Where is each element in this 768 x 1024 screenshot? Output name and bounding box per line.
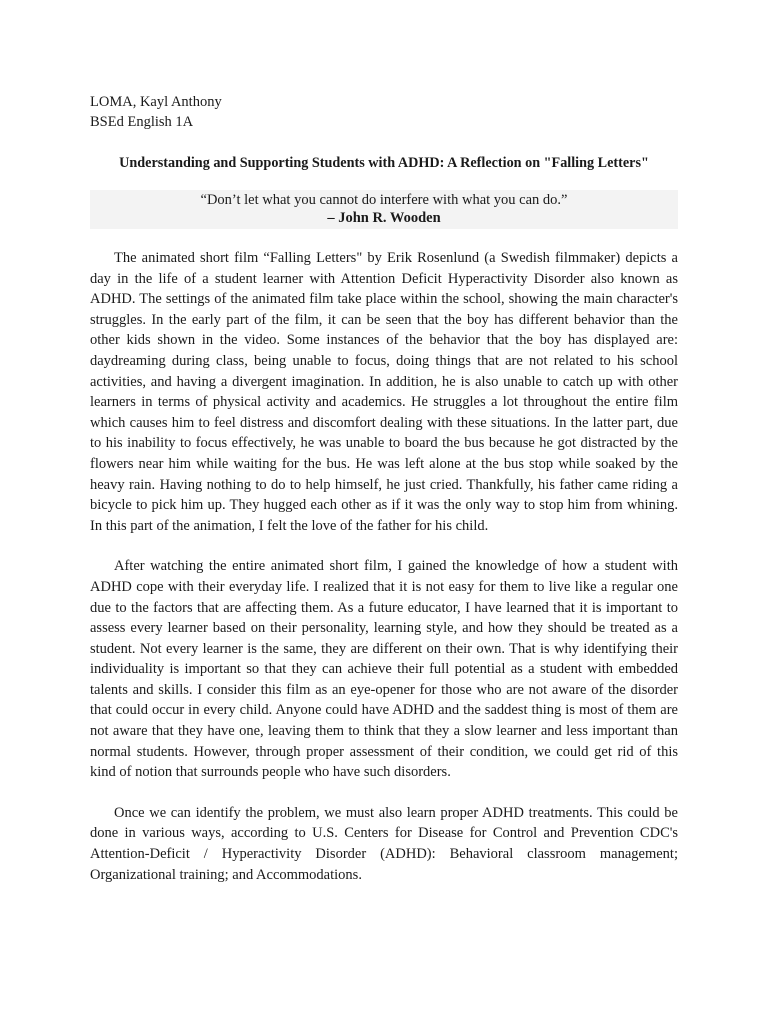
body-paragraph-1: The animated short film “Falling Letters" by Erik Rosenlund (a Swedish filmmaker) depicts a day in the life of a student learner with Attention Deficit Hyperactivity Disorder also known as ADHD. The settings of the animated film take place within the school, showing the main character's struggles. In the early part of the film, it can be seen that the boy has different behavior than the other kids shown in the video. Some instances of the behavior that the boy has displayed are: daydreaming during class, being unable to focus, doing things that are not related to his school activities, and having a divergent imagination. In addition, he is also unable to catch up with other learners in terms of physical activity and academics. He struggles a lot throughout the entire film which causes him to feel distress and discomfort dealing with these situations. In the latter part, due to his inability to focus effectively, he was unable to board the bus because he got distracted by the flowers near him while waiting for the bus. He was left alone at the bus stop while soaked by the heavy rain. Having nothing to do to help himself, he just cried. Thankfully, his father came riding a bicycle to pick him up. They hugged each other as if it was the only way to stop him from whining. In this part of the animation, I felt the love of the father for his child. bbox=[90, 250, 678, 534]
body-paragraph-2: After watching the entire animated short film, I gained the knowledge of how a student with ADHD cope with their everyday life. I realized that it is not easy for them to live like a regular one due to the factors that are affecting them. As a future educator, I have learned that it is important to assess every learner based on their personality, learning style, and how they should be treated as a student. Not every learner is the same, they are different on their own. That is why identifying their individuality is important so that they can achieve their full potential as a student with embedded talents and skills. I consider this film as an eye-opener for those who are not aware of the disorder that could occur in every child. Anyone could have ADHD and the saddest thing is most of them are not aware that they have one, leaving them to think that they a slow learner and less important than normal students. However, through proper assessment of their condition, we could get rid of this kind of notion that surrounds people who have such disorders. bbox=[90, 558, 678, 781]
document-page bbox=[90, 92, 678, 885]
quote-text: “Don’t let what you cannot do interfere with what you can do.” bbox=[200, 192, 568, 208]
essay-title: Understanding and Supporting Students with ADHD: A Reflection on "Falling Letters" bbox=[119, 155, 649, 171]
author-name: LOMA, Kayl Anthony bbox=[90, 94, 222, 110]
author-course: BSEd English 1A bbox=[90, 114, 194, 130]
quote-author: – John R. Wooden bbox=[327, 210, 441, 226]
body-paragraph-3: Once we can identify the problem, we must also learn proper ADHD treatments. This could be done in various ways, according to U.S. Centers for Disease for Control and Prevention CDC's Attention-Deficit / Hyperactivity Disorder (ADHD): Behavioral classroom management; Organizational training; and Accommodations. bbox=[90, 804, 678, 883]
quote-block bbox=[90, 190, 678, 229]
